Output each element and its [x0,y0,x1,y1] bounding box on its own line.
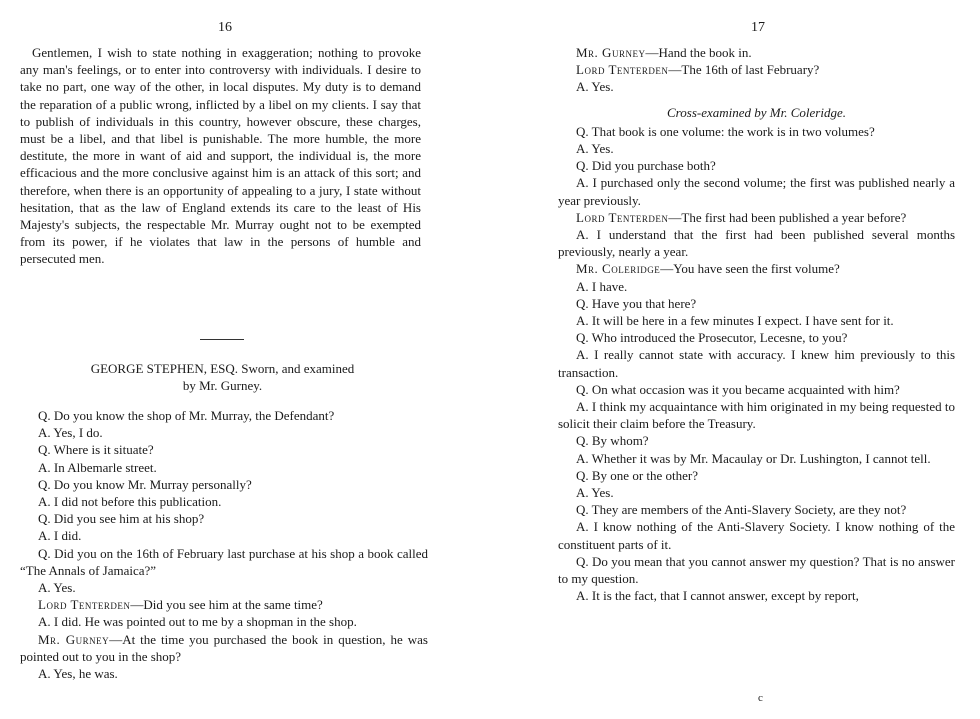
testimony-line [20,441,428,458]
witness-heading-line1: GEORGE STEPHEN, ESQ. Sworn, and examined [90,361,355,376]
line-text: Cross-examined by Mr. Coleridge. [667,104,846,120]
line-text: A. I know nothing of the Anti-Slavery Society. I know nothing of the constituent parts of it. [558,519,955,552]
testimony-line [20,545,428,579]
line-text: Q. Have you that here? [576,295,697,311]
testimony-line [20,596,428,613]
testimony-line [558,226,955,260]
line-text: A. I did. [38,528,82,544]
testimony-line [558,295,955,312]
line-text: —Did you see him at the same time? [130,597,323,613]
testimony-line [558,518,955,552]
testimony-line [558,587,955,604]
line-text: Q. Do you know Mr. Murray personally? [38,476,252,492]
line-text: A. Yes. [576,79,614,95]
line-text: Q. On what occasion was it you became acquainted with him? [576,381,900,397]
testimony-line [20,407,428,424]
line-text: —The first had been published a year before? [668,209,907,225]
line-text: Q. By whom? [576,433,649,449]
testimony-line [558,312,955,329]
speaker-name: Lord Tenterden [576,62,669,78]
line-text: —At the time you purchased the book in question, he was pointed out to you in the shop? [20,631,428,664]
witness-heading [20,360,425,394]
line-text: A. It will be here in a few minutes I expect. I have sent for it. [576,313,894,329]
testimony-line [558,157,955,174]
line-text: —The 16th of last February? [668,62,820,78]
line-text: Q. Do you mean that you cannot answer my question? That is no answer to my question. [558,553,955,587]
testimony-line [558,329,955,346]
testimony-line [558,78,955,95]
testimony-line [20,579,428,596]
testimony-line [558,104,955,121]
line-text: Q. Did you purchase both? [576,158,716,174]
testimony-line [20,631,428,665]
speaker-name: Lord Tenterden [576,209,669,225]
testimony-line [558,553,955,587]
testimony-line [558,44,955,61]
testimony-line [558,346,955,380]
line-text: Q. Where is it situate? [38,442,154,458]
testimony-line [20,510,428,527]
line-text: A. I did. He was pointed out to me by a shopman in the shop. [38,614,357,630]
line-text: A. Yes. [38,580,76,596]
testimony-line [20,476,428,493]
testimony-line [558,467,955,484]
testimony-line [558,398,955,432]
line-text: A. It is the fact, that I cannot answer, except by report, [576,588,859,604]
line-text: A. I did not before this publication. [38,494,222,510]
opening-paragraph: Gentlemen, I wish to state nothing in exaggeration; nothing to provoke any man's feelings, or to enter into controversy with individuals. I desire to take no part, one way of the other, in local disputes. My duty is to demand the reparation of a public wrong, inflicted by a libel on my clients. I say that to publish of individuals in this country, however obscure, these charges, must be a libel, and that libel is punishable. The more humble, the more destitute, the more in want of aid and support, the individual is, the more efficacious and the more conclusive against him is an attack of this sort; and therefore, when there is an opportunity of appealing to a jury, I state without hesitation, that as the law of England extends its care to the least of His Majesty's subjects, the respectable Mr. Murray ought not to be exempted from its power, if he violates that law in the persons of humble and persecuted men. [20,45,421,267]
testimony-line [558,260,955,277]
testimony-line [20,613,428,630]
line-text: Q. That book is one volume: the work is in two volumes? [576,123,875,139]
testimony-line [558,381,955,398]
speaker-name: Mr. Gurney [38,631,110,647]
line-text: Q. Did you see him at his shop? [38,511,205,527]
testimony-line [558,432,955,449]
line-text: A. I understand that the first had been published several months previously, nearly a year. [558,227,955,260]
line-text: A. I think my acquaintance with him originated in my being requested to solicit their claim before the Treasury. [558,399,955,432]
testimony-line [20,459,428,476]
signature-mark: c [758,692,763,704]
line-text: A. Yes. [576,141,614,157]
testimony-line [20,424,428,441]
testimony-line [558,123,955,140]
testimony-line [20,665,428,682]
line-text: —Hand the book in. [645,45,752,60]
page-number: 16 [218,20,232,35]
line-text: Q. Did you on the 16th of February last purchase at his shop a book called “The Annals of Jamaica?” [20,545,428,578]
testimony-line [558,278,955,295]
testimony-line [558,450,955,467]
line-text: A. Yes, he was. [38,666,118,682]
right-page [558,0,958,719]
speaker-name: Lord Tenterden [38,597,131,613]
line-text: Q. They are members of the Anti-Slavery Society, are they not? [576,502,907,518]
testimony-list [558,44,955,605]
line-text: Q. By one or the other? [576,467,699,483]
line-text: A. I have. [576,278,628,294]
line-text: Q. Who introduced the Prosecutor, Lecesne, to you? [576,330,848,346]
testimony-line [558,484,955,501]
line-text: —You have seen the first volume? [660,261,840,277]
testimony-line [558,174,955,208]
testimony-line [558,140,955,157]
line-text: A. Yes. [576,485,614,501]
section-divider [200,339,244,340]
testimony-line [558,209,955,226]
page-number: 17 [751,20,765,35]
line-text: Q. Do you know the shop of Mr. Murray, the Defendant? [38,408,335,423]
line-text: A. I purchased only the second volume; the first was published nearly a year previously. [558,175,955,208]
line-text: A. In Albemarle street. [38,459,157,475]
testimony-line [20,527,428,544]
speaker-name: Mr. Coleridge [576,261,661,277]
line-text: A. I really cannot state with accuracy. I knew him previously to this transaction. [558,347,955,380]
testimony-line [20,493,428,510]
left-page [20,0,430,719]
testimony-list [20,407,428,682]
line-text: A. Yes, I do. [38,425,103,441]
speaker-name: Mr. Gurney [576,45,646,60]
line-text: A. Whether it was by Mr. Macaulay or Dr. Lushington, I cannot tell. [576,450,931,466]
witness-heading-line2: by Mr. Gurney. [182,378,263,393]
testimony-line [558,61,955,78]
testimony-line [558,501,955,518]
